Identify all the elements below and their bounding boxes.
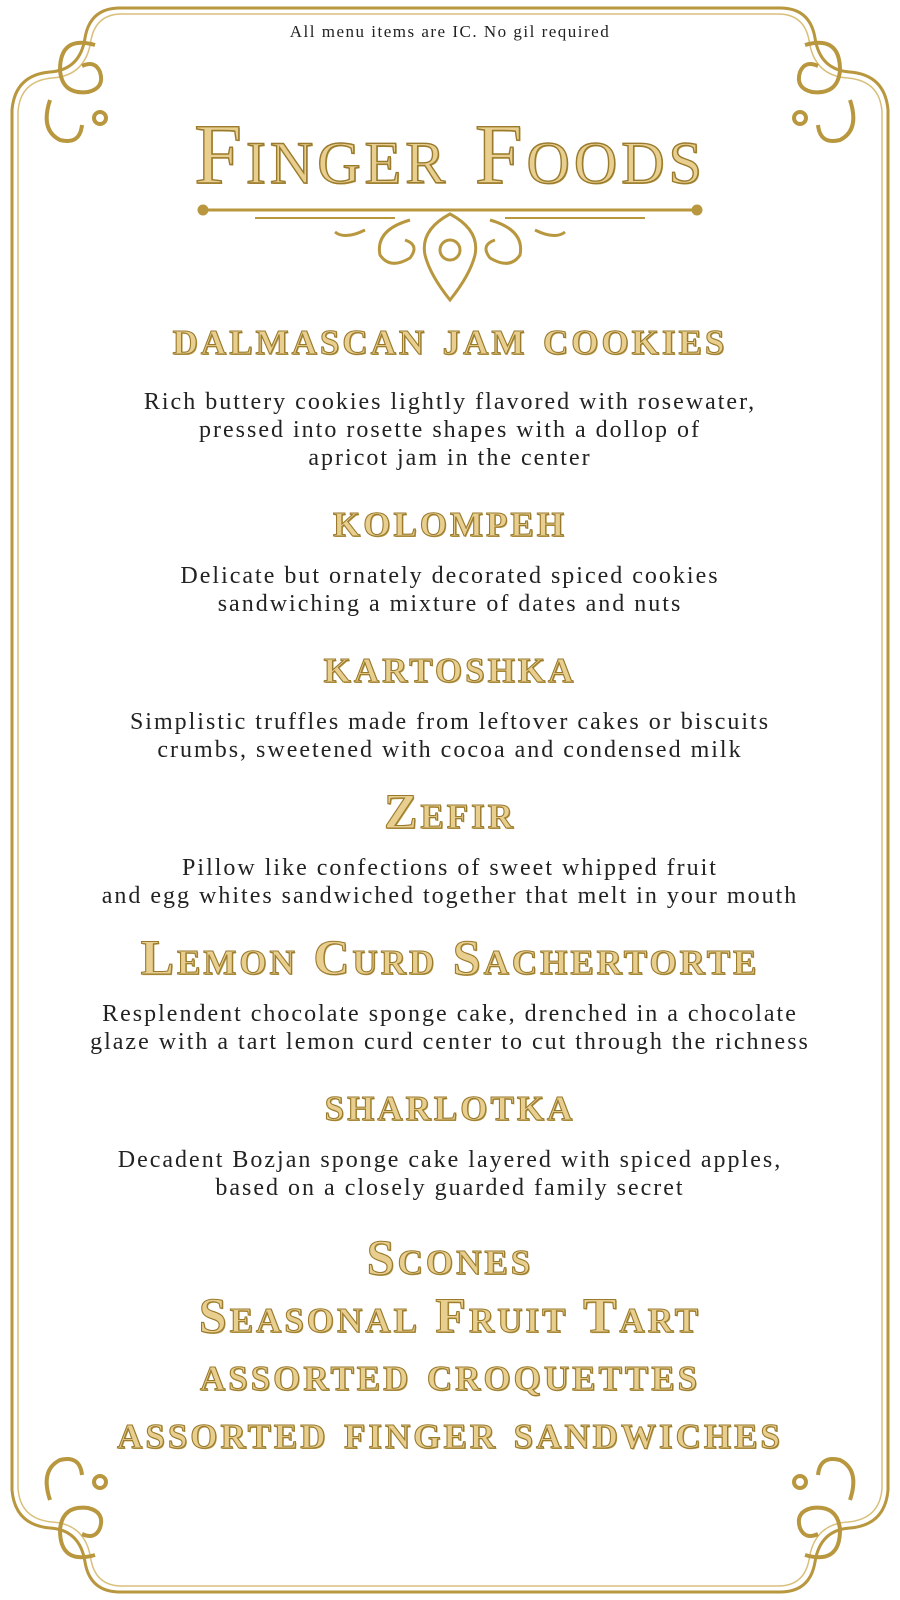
item-desc-line: crumbs, sweetened with cocoa and condensed milk: [157, 737, 743, 763]
menu-items: [0, 309, 900, 1460]
item-desc-line: Delicate but ornately decorated spiced cookies: [180, 563, 720, 589]
item-desc-line: sandwiching a mixture of dates and nuts: [217, 591, 683, 617]
item-desc-line: glaze with a tart lemon curd center to cut through the richness: [90, 1029, 810, 1055]
ic-note: All menu items are IC. No gil required: [289, 22, 611, 41]
item-desc-line: pressed into rosette shapes with a dollop of: [199, 417, 701, 443]
item-desc-line: Simplistic truffles made from leftover cakes or biscuits: [129, 709, 771, 735]
item-desc-line: apricot jam in the center: [308, 445, 592, 471]
item-desc-line: Decadent Bozjan sponge cake layered with spiced apples,: [117, 1147, 783, 1173]
item-name-kartoshka: kartoshka: [323, 637, 577, 693]
menu-title: Finger Foods: [194, 106, 706, 202]
item-name-lemon-curd-sachertorte: Lemon Curd Sachertorte: [140, 929, 760, 985]
item-desc-line: Resplendent chocolate sponge cake, drenched in a chocolate: [102, 1001, 798, 1027]
item-desc-line: based on a closely guarded family secret: [215, 1175, 685, 1201]
menu-item: [0, 783, 900, 910]
menu-item: [0, 309, 900, 472]
item-name-zefir: Zefir: [384, 783, 516, 839]
menu-item: [0, 637, 900, 764]
extra-item-assorted-croquettes: assorted croquettes: [199, 1345, 701, 1401]
item-name-sharlotka: sharlotka: [324, 1075, 576, 1131]
extras-list: [0, 1228, 900, 1460]
item-desc-line: and egg whites sandwiched together that melt in your mouth: [101, 883, 799, 909]
item-desc-line: Pillow like confections of sweet whipped fruit: [182, 855, 718, 881]
item-name-dalmascan-jam-cookies: dalmascan jam cookies: [172, 309, 728, 365]
item-name-kolompeh: kolompeh: [333, 491, 567, 547]
extra-item-seasonal-fruit-tart: Seasonal Fruit Tart: [198, 1287, 702, 1343]
extra-item-assorted-finger-sandwiches: assorted finger sandwiches: [117, 1403, 783, 1459]
title-divider-ornament: [195, 200, 705, 310]
extra-item-scones: Scones: [366, 1229, 534, 1285]
menu-item: [0, 1075, 900, 1202]
menu-item: [0, 929, 900, 1056]
menu-item: [0, 491, 900, 618]
item-desc-line: Rich buttery cookies lightly flavored with rosewater,: [143, 389, 757, 415]
